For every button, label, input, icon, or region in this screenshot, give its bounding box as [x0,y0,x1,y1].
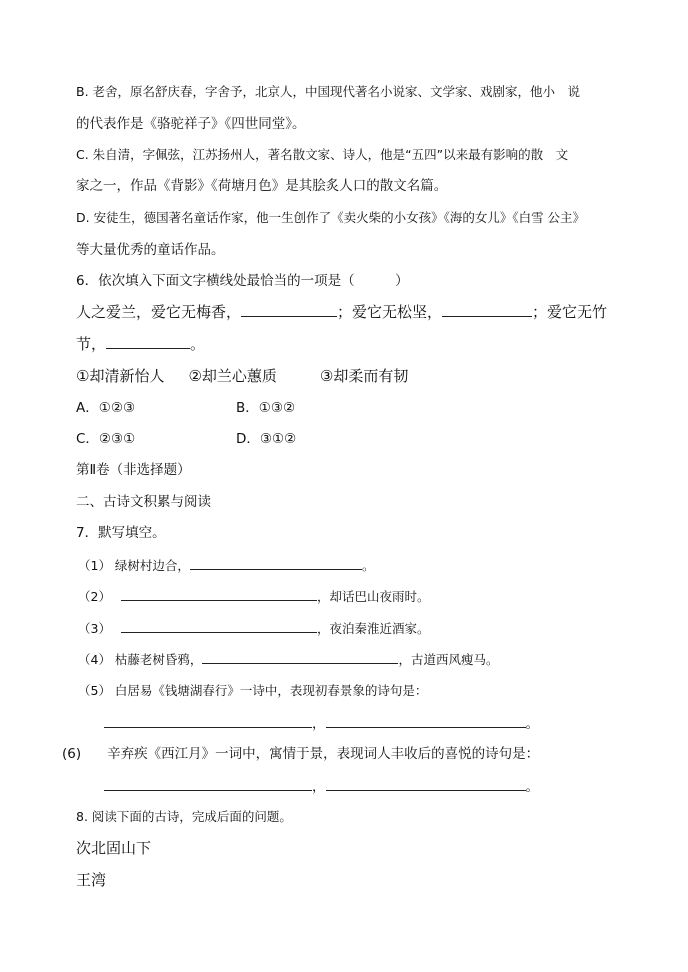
q6-text-line-1 [76,302,607,322]
option-b-line-1: B. 老舍，原名舒庆春，字舍予，北京人，中国现代著名小说家、文学家、戏剧家，他小 说 [76,84,581,99]
q6-text-d: 节， [76,335,107,353]
option-d-line-2: 等大量优秀的童话作品。 [76,242,225,258]
option-c-line-2: 家之一，作品《背影》《荷塘月色》是其脍炙人口的散文名篇。 [76,178,448,194]
q6-choices-row-1 [76,398,295,418]
q7-sub-5-comma: ， [312,716,326,732]
q6-item-1: ①却清新怡人 [76,367,165,385]
q6-choice-a[interactable]: A．①②③ [76,400,136,416]
option-b-line-2: 的代表作是《骆驼祥子》《四世同堂》。 [76,116,306,132]
q7-sub-2-suffix: ，却话巴山夜雨时。 [316,589,430,604]
q7-sub-2 [78,586,429,607]
q7-sub-6-stem: 辛弃疾《西江月》一词中，寓情于景，表现词人丰收后的喜悦的诗句是： [107,746,540,762]
q7-sub-5-stem: （5） 白居易《钱塘湖春行》一诗中，表现初春景象的诗句是： [78,683,428,698]
q7-sub-2-blank[interactable] [121,586,317,601]
q6-blank-1[interactable] [241,302,337,317]
q7-sub-1 [78,555,374,576]
q7-sub-1-suffix: 。 [361,558,375,573]
q6-text-line-2 [76,334,205,354]
q7-sub-6-comma: ， [312,779,326,795]
poem-title: 次北固山下 [76,839,152,857]
q7-sub-5-blank-2[interactable] [326,713,526,728]
part-2-heading: 二、古诗文积累与阅读 [76,494,211,510]
q7-sub-6-blank-2[interactable] [326,776,526,791]
q7-sub-5-period: 。 [525,716,539,732]
q6-choice-d[interactable]: D．③①② [236,431,297,447]
q7-sub-5-blank-1[interactable] [104,713,312,728]
q7-stem: 7．默写填空。 [76,525,166,541]
q7-sub-4-suffix: ，古道西风瘦马。 [398,652,499,667]
option-c-line-1: C. 朱自清，字佩弦，江苏扬州人，著名散文家、诗人，他是“五四”以来最有影响的散 文 [76,147,569,162]
q7-sub-5-answer [104,713,539,734]
q7-sub-3-prefix: （3） [78,621,111,636]
q6-blank-3[interactable] [106,334,190,349]
q7-sub-6-stem-line [62,744,539,764]
q8-stem: 8. 阅读下面的古诗，完成后面的问题。 [76,809,292,824]
q7-sub-6-number: (6) [62,746,82,762]
q6-item-3: ③却柔而有韧 [319,367,409,385]
q6-stem: 6．依次填入下面文字横线处最恰当的一项是（ ） [76,273,409,289]
q7-sub-3 [78,618,429,639]
q7-sub-6-blank-1[interactable] [104,776,312,791]
q7-sub-2-prefix: （2） [78,589,111,604]
q7-sub-3-blank[interactable] [121,618,317,633]
q7-sub-4-blank[interactable] [202,649,398,664]
poem-author: 王湾 [76,871,107,889]
volume-heading: 第Ⅱ卷（非选择题） [76,462,191,478]
q6-text-c: ；爱它无竹 [532,303,608,321]
q7-sub-4 [78,649,498,670]
q6-choices-row-2 [76,429,296,449]
q6-text-end: 。 [190,335,206,353]
q7-sub-6-period: 。 [525,779,539,795]
q7-sub-1-blank[interactable] [190,555,362,570]
q6-choice-c[interactable]: C．②③① [76,431,136,447]
q6-text-a: 人之爱兰，爱它无梅香， [76,303,242,321]
q6-text-b: ；爱它无松坚， [337,303,443,321]
q7-sub-6-answer [104,776,539,797]
q6-blank-2[interactable] [442,302,532,317]
option-d-line-1: D. 安徒生，德国著名童话作家，他一生创作了《卖火柴的小女孩》《海的女儿》《白雪 公主》 [76,210,586,225]
q7-sub-1-prefix: （1） 绿树村边合， [78,558,190,573]
q6-choice-b[interactable]: B．①③② [236,400,296,416]
q6-item-2: ②却兰心蕙质 [188,367,277,385]
q7-sub-4-prefix: （4） 枯藤老树昏鸦， [78,652,203,667]
q6-items [76,366,408,386]
q7-sub-3-suffix: ，夜泊秦淮近酒家。 [316,621,430,636]
